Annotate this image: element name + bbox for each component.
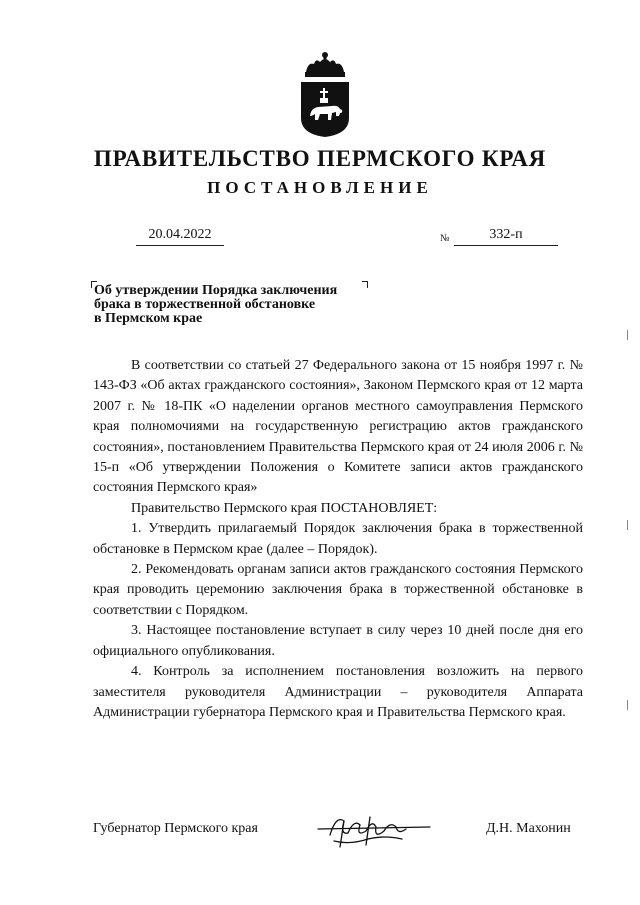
document-body (93, 356, 583, 723)
subject-line: брака в торжественной обстановке (94, 297, 316, 312)
margin-mark (627, 700, 628, 710)
government-title: ПРАВИТЕЛЬСТВО ПЕРМСКОГО КРАЯ (93, 146, 547, 171)
body-paragraph-1: 1. Утвердить прилагаемый Порядок заключения брака в торжественной обстановке в Пермском крае (далее – Порядок). (93, 521, 583, 557)
subject-line: в Пермском крае (94, 311, 203, 326)
document-number: 332-п (454, 226, 558, 246)
coat-of-arms-icon (296, 50, 354, 138)
signer-position: Губернатор Пермского края (93, 821, 258, 836)
body-paragraph-resolves: Правительство Пермского края ПОСТАНОВЛЯЕТ: (131, 500, 438, 516)
body-paragraph-preamble: В соответствии со статьей 27 Федерального закона от 15 ноября 1997 г. № 143-ФЗ «Об актах гражданского состояния», Законом Пермского края от 12 марта 2007 г. № 18-ПК «О наделении органов местного самоуправления Пермского края полномочиями на государственную регистрацию актов гражданского состояния», постановлением Правительства Пермского края от 24 июля 2006 г. № 15-п «Об утверждении Положения о Комитете записи актов гражданского состояния Пермского края» (93, 358, 583, 496)
body-paragraph-3: 3. Настоящее постановление вступает в силу через 10 дней после дня его официального опубликования. (93, 623, 583, 659)
document-date: 20.04.2022 (136, 226, 224, 246)
number-sign: № (440, 233, 450, 244)
margin-mark (627, 520, 628, 530)
body-paragraph-2: 2. Рекомендовать органам записи актов гражданского состояния Пермского края проводить церемонию заключения брака в торжественной обстановке в соответствии с Порядком. (93, 562, 583, 618)
document-type: ПОСТАНОВЛЕНИЕ (207, 178, 433, 197)
handwritten-signature (310, 805, 440, 855)
document-subject (94, 284, 374, 326)
margin-mark (627, 330, 628, 340)
signer-name: Д.Н. Махонин (486, 821, 571, 836)
subject-line: Об утверждении Порядка заключения (94, 283, 338, 298)
body-paragraph-4: 4. Контроль за исполнением постановления возложить на первого заместителя руководителя Администрации – руководителя Аппарата Администрации губернатора Пермского края и Правительства Пермского края. (93, 664, 583, 720)
